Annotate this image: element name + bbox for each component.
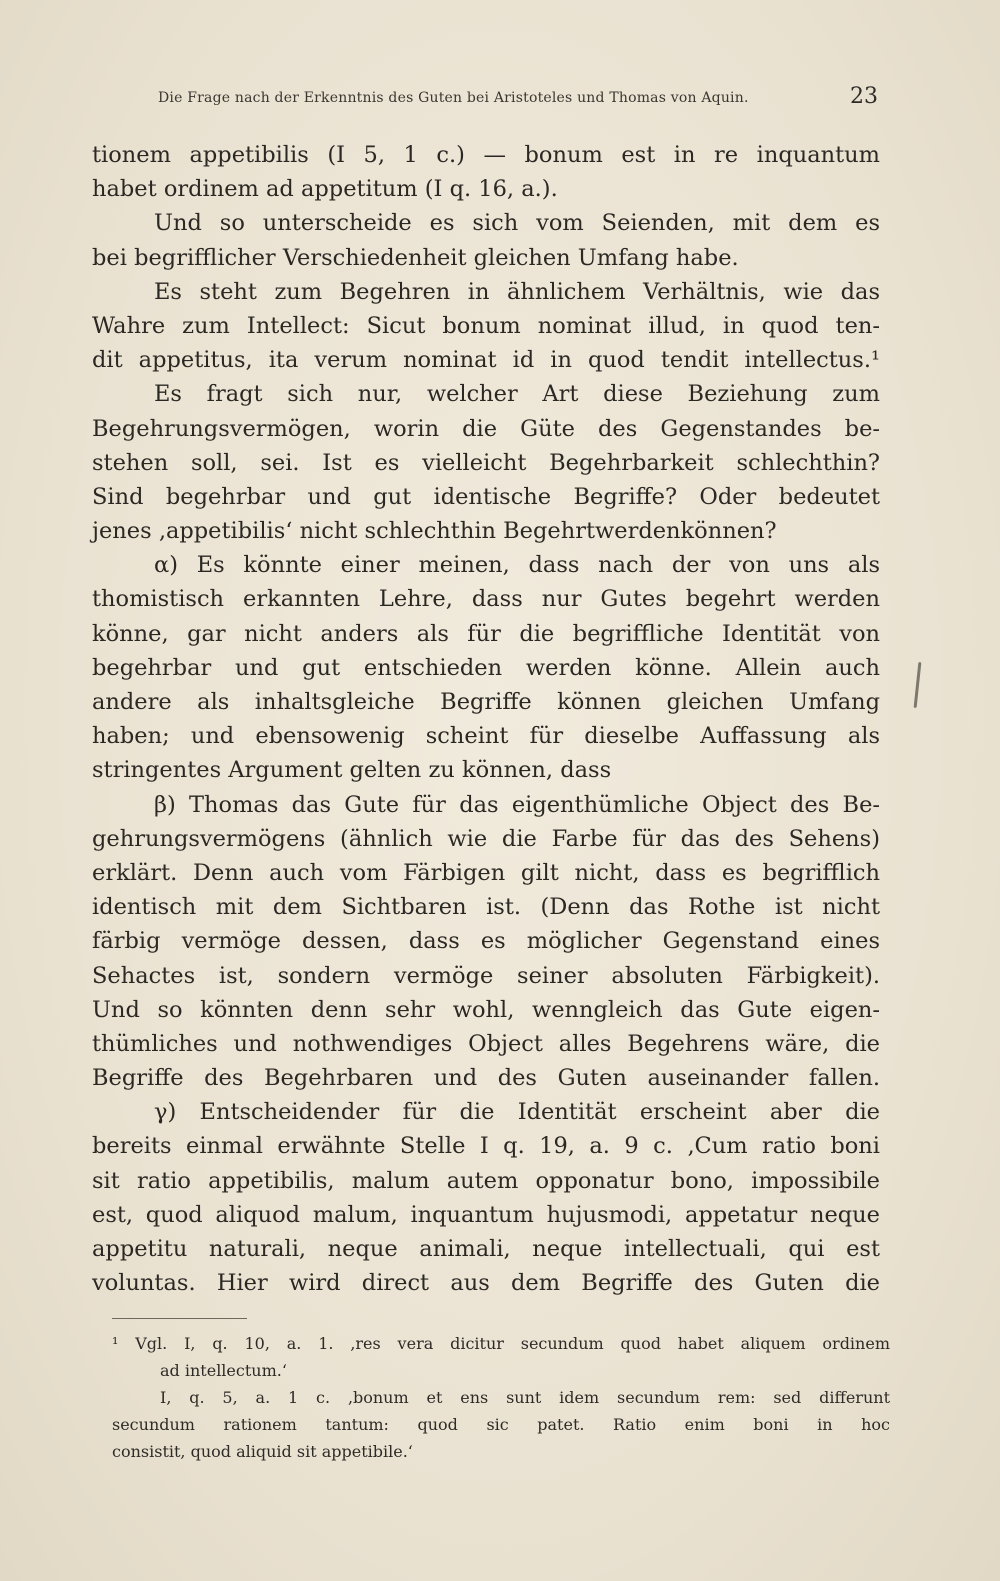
text-line: stehen soll, sei. Ist es vielleicht Begehrbarkeit schlechthin? — [92, 449, 880, 476]
text-line: identisch mit dem Sichtbaren ist. (Denn das Rothe ist nicht — [92, 894, 880, 921]
text-line: γ) Entscheidender für die Identität erscheint aber die — [154, 1099, 880, 1126]
running-title: Die Frage nach der Erkenntnis des Guten bei Aristoteles und Thomas von Aquin. — [158, 90, 749, 106]
text-line: dit appetitus, ita verum nominat id in quod tendit intellectus.¹ — [92, 347, 880, 374]
text-line: färbig vermöge dessen, dass es möglicher Gegenstand eines — [92, 928, 880, 955]
text-line: appetitu naturali, neque animali, neque intellectuali, qui est — [92, 1236, 880, 1262]
footnote-divider — [112, 1318, 247, 1319]
text-line: thomistisch erkannten Lehre, dass nur Gutes begehrt werden — [92, 586, 880, 613]
text-line: begehrbar und gut entschieden werden könne. Allein auch — [92, 654, 880, 681]
text-line: gehrungsvermögens (ähnlich wie die Farbe für das des Sehens) — [92, 825, 880, 852]
footnote-line: I, q. 5, a. 1 c. ‚bonum et ens sunt idem secundum rem: sed differunt — [160, 1388, 890, 1407]
text-line: β) Thomas das Gute für das eigenthümliche Object des Be- — [154, 791, 880, 818]
main-text — [92, 138, 880, 1300]
text-line: est, quod aliquod malum, inquantum hujusmodi, appetatur neque — [92, 1201, 880, 1228]
text-line: thümliches und nothwendiges Object alles Begehrens wäre, die — [92, 1030, 880, 1057]
margin-pencil-mark — [914, 662, 922, 708]
text-line: bei begrifflicher Verschiedenheit gleichen Umfang habe. — [92, 244, 739, 271]
page-number: 23 — [850, 84, 878, 109]
text-line: Es fragt sich nur, welcher Art diese Beziehung zum — [154, 381, 880, 408]
text-line: Begriffe des Begehrbaren und des Guten auseinander fallen. — [92, 1065, 880, 1092]
text-line: Sind begehrbar und gut identische Begriffe? Oder bedeutet — [92, 483, 880, 510]
text-line: Und so könnten denn sehr wohl, wenngleich das Gute eigen- — [92, 996, 880, 1023]
text-line: erklärt. Denn auch vom Färbigen gilt nicht, dass es begrifflich — [92, 859, 880, 886]
text-line: könne, gar nicht anders als für die begriffliche Identität von — [92, 620, 880, 647]
text-line: stringentes Argument gelten zu können, dass — [92, 757, 612, 784]
text-line: voluntas. Hier wird direct aus dem Begriffe des Guten die — [92, 1270, 880, 1297]
footnote-line: ad intellectum.‘ — [160, 1361, 287, 1380]
text-line: Es steht zum Begehren in ähnlichem Verhältnis, wie das — [154, 278, 880, 305]
footnote-line: secundum rationem tantum: quod sic patet. Ratio enim boni in hoc — [112, 1415, 890, 1434]
text-line: jenes ‚appetibilis‘ nicht schlechthin Begehrtwerdenkönnen? — [92, 518, 777, 545]
text-line: bereits einmal erwähnte Stelle I q. 19, a. 9 c. ‚Cum ratio boni — [92, 1133, 880, 1160]
text-line: Wahre zum Intellect: Sicut bonum nominat illud, in quod ten- — [92, 312, 880, 339]
text-line: tionem appetibilis (I 5, 1 c.) — bonum est in re inquantum — [92, 142, 880, 168]
running-head — [158, 84, 878, 124]
text-line: andere als inhaltsgleiche Begriffe können gleichen Umfang — [92, 689, 880, 715]
footnote-line: consistit, quod aliquid sit appetibile.‘ — [112, 1442, 413, 1461]
text-line: Begehrungsvermögen, worin die Güte des Gegenstandes be- — [92, 415, 880, 442]
text-line: habet ordinem ad appetitum (I q. 16, a.). — [92, 176, 558, 203]
text-line: Und so unterscheide es sich vom Seienden, mit dem es — [154, 210, 880, 237]
text-line: sit ratio appetibilis, malum autem opponatur bono, impossibile — [92, 1167, 880, 1194]
footnotes — [112, 1330, 890, 1465]
footnote-line: ¹ Vgl. I, q. 10, a. 1. ‚res vera dicitur secundum quod habet aliquem ordinem — [112, 1334, 890, 1353]
text-line: α) Es könnte einer meinen, dass nach der von uns als — [154, 552, 880, 579]
text-line: haben; und ebensowenig scheint für dieselbe Auffassung als — [92, 723, 880, 750]
text-line: Sehactes ist, sondern vermöge seiner absoluten Färbigkeit). — [92, 962, 880, 989]
